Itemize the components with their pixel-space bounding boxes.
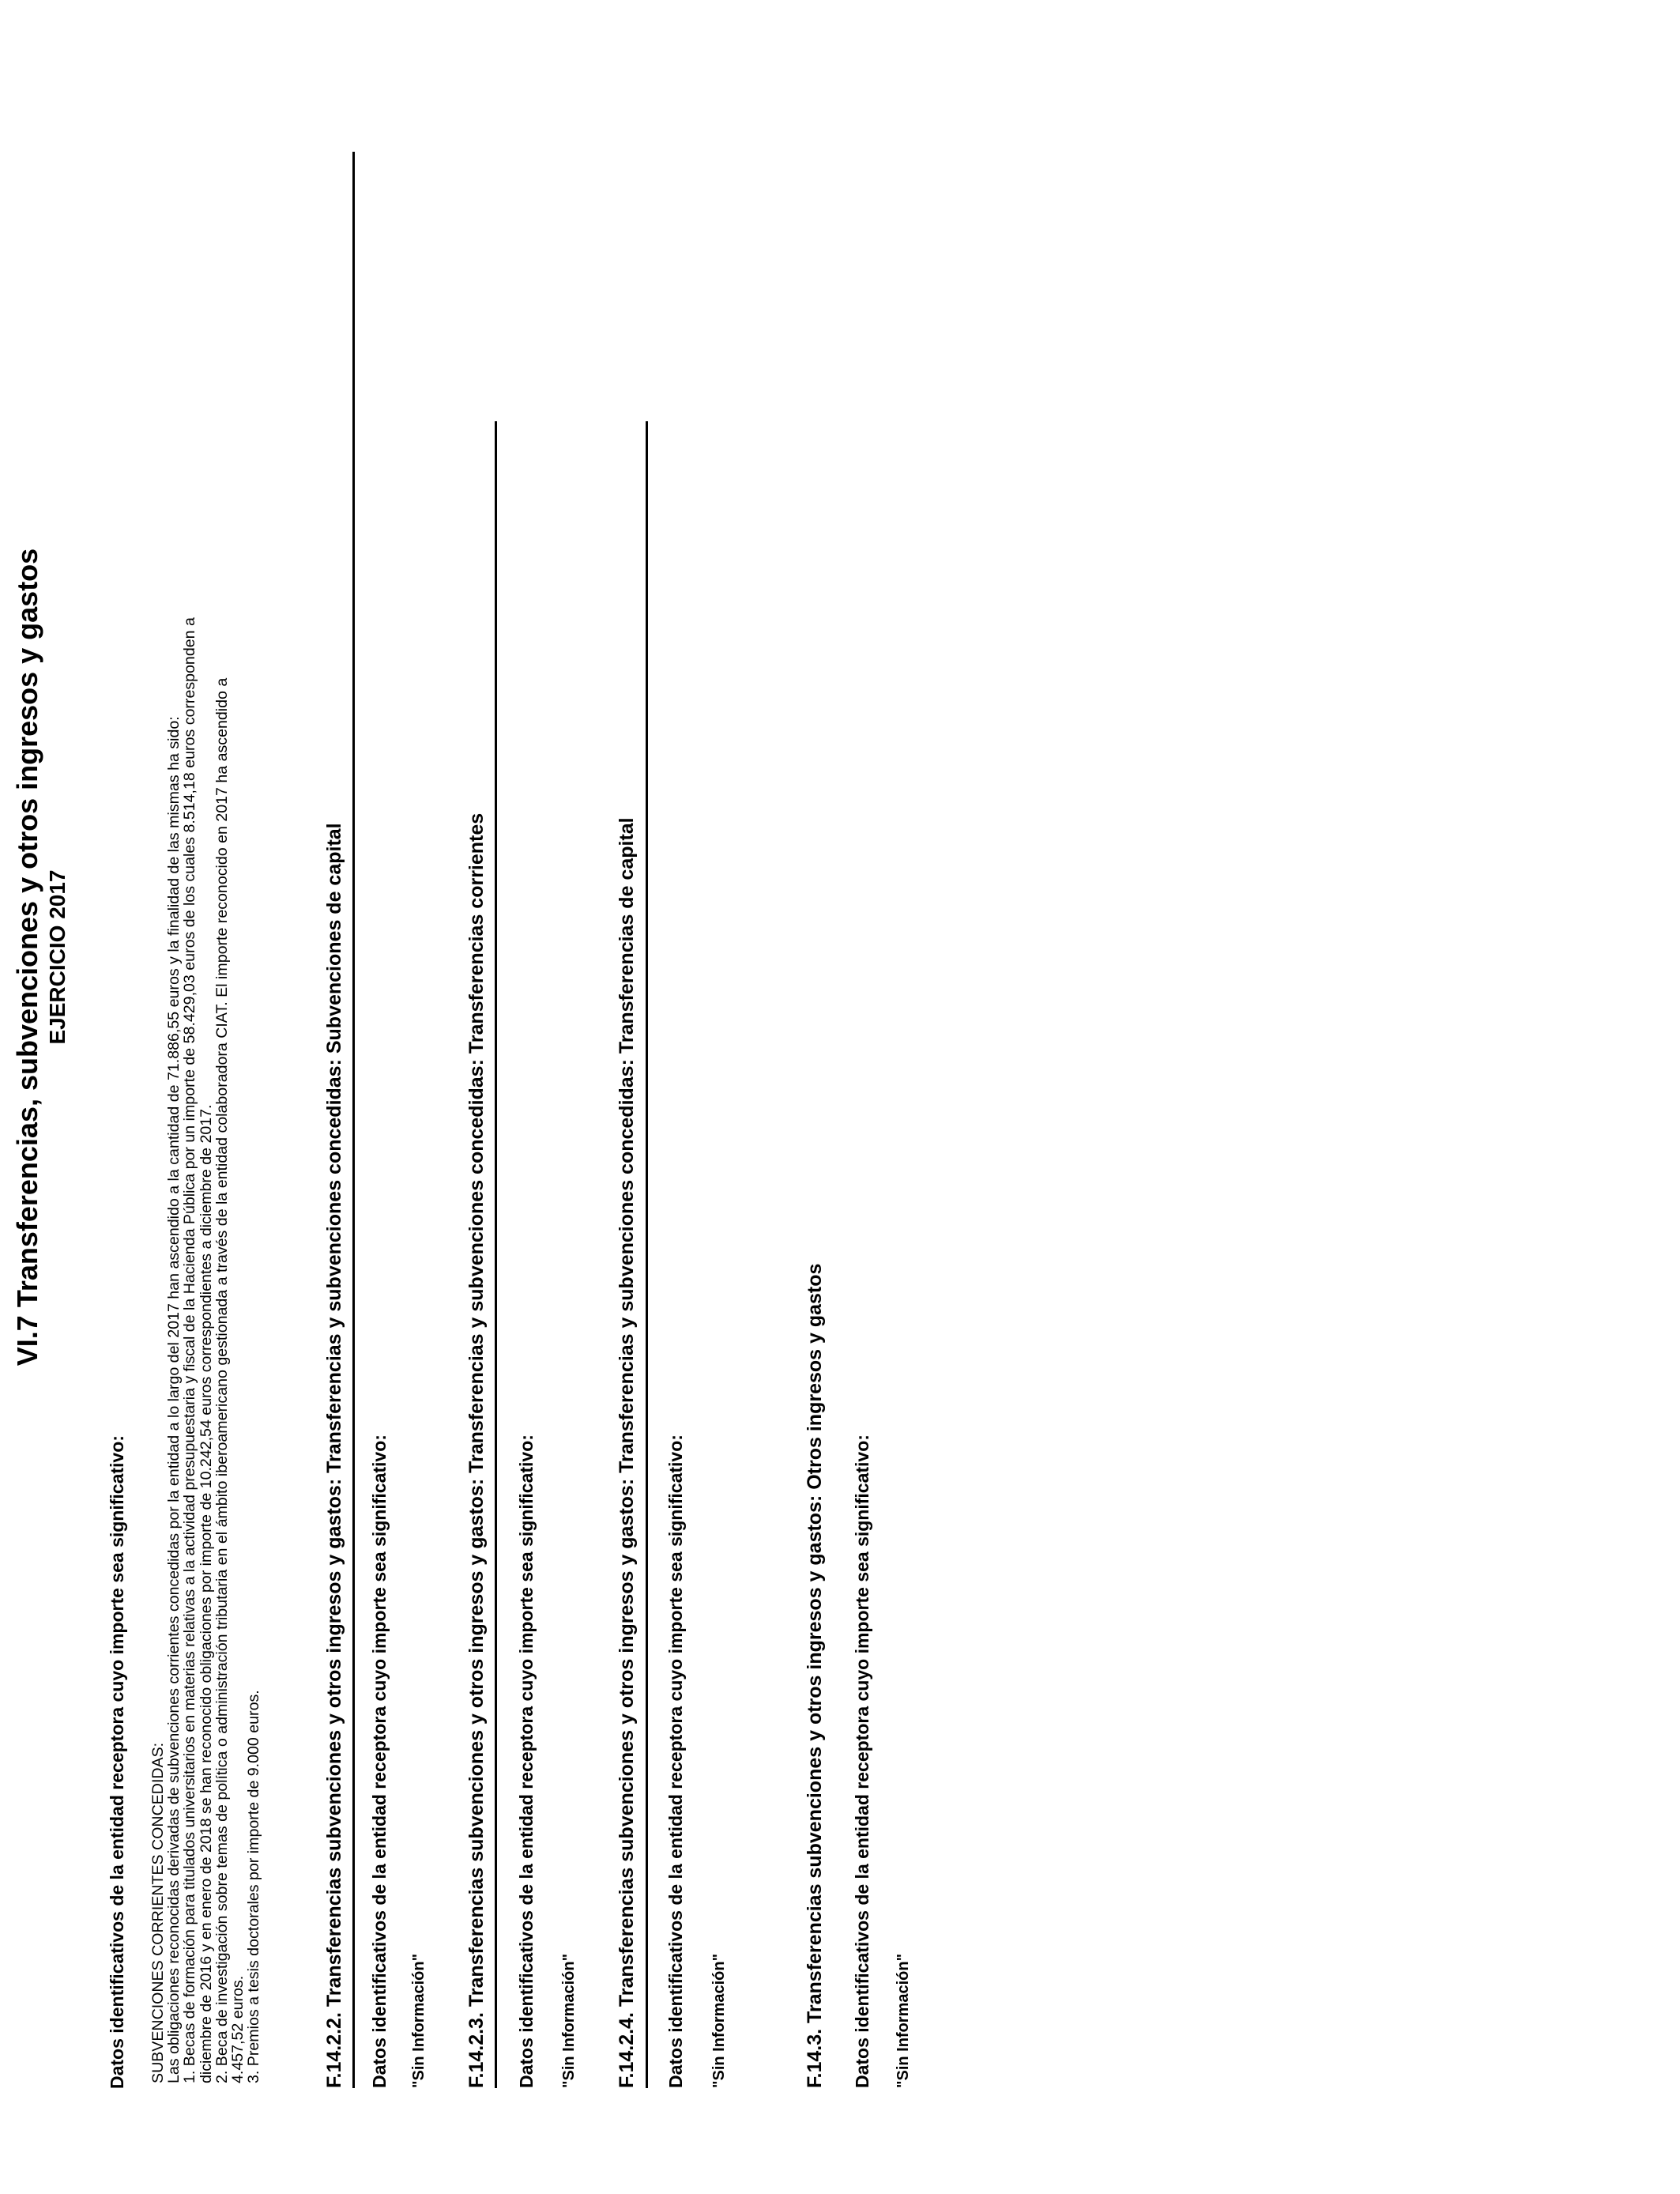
section-subheading: Datos identificativos de la entidad receptora cuyo importe sea significativo: [665, 1434, 686, 2088]
section-value: "Sin Información" [410, 1953, 428, 2088]
section-divider [495, 421, 497, 2088]
section-divider [352, 152, 355, 2088]
body-line: diciembre de 2016 y en enero de 2018 se han reconocido obligaciones por importe de 10.242,54 euros correspondientes a diciembre de 2017. [197, 1104, 215, 2083]
section-value: "Sin Información" [895, 1953, 912, 2088]
page-title: VI.7 Transferencias, subvenciones y otros ingresos y gastos [11, 548, 43, 1367]
section-heading-f14-2-4: F.14.2.4. Transferencias subvenciones y otros ingresos y gastos: Transferencias y subvenciones concedidas: Transferencias de capital [616, 817, 638, 2088]
section-value: "Sin Información" [710, 1953, 728, 2088]
page-subtitle: EJERCICIO 2017 [45, 869, 70, 1045]
section-divider [646, 421, 648, 2088]
section-heading-f14-3: F.14.3. Transferencias subvenciones y otros ingresos y gastos: Otros ingresos y gastos [804, 1263, 826, 2088]
body-line: Las obligaciones reconocidas derivadas de subvenciones corrientes concedidas por la entidad a lo largo del 2017 han ascendido a la cantidad de 71.886,55 euros y la finalidad de las mismas ha sido: [165, 716, 183, 2083]
body-line: 4.457,52 euros. [229, 1975, 247, 2083]
body-line: SUBVENCIONES CORRIENTES CONCEDIDAS: [149, 1742, 167, 2083]
body-line: 3. Premios a tesis doctorales por importe de 9.000 euros. [245, 1690, 263, 2083]
section-value: "Sin Información" [560, 1953, 578, 2088]
section-heading-f14-2-3: F.14.2.3. Transferencias subvenciones y otros ingresos y gastos: Transferencias y subvenciones concedidas: Transferencias corrientes [465, 812, 488, 2088]
body-line: 1. Becas de formación para titulados universitarios en materias relativas a la actividad presupuestaria y fiscal de la Hacienda Pública por un importe de 58.429,03 euros de los cuales 8.514,18 euros corresponden a [181, 617, 199, 2083]
section-subheading: Datos identificativos de la entidad receptora cuyo importe sea significativo: [369, 1434, 390, 2088]
intro-heading: Datos identificativos de la entidad receptora cuyo importe sea significativo: [107, 1435, 127, 2089]
body-text [150, 60, 262, 2083]
section-subheading: Datos identificativos de la entidad receptora cuyo importe sea significativo: [852, 1434, 872, 2088]
section-heading-f14-2-2: F.14.2.2. Transferencias subvenciones y otros ingresos y gastos: Transferencias y subvenciones concedidas: Subvenciones de capital [323, 823, 345, 2088]
body-line: 2. Beca de investigación sobre temas de política o administración tributaria en el ámbito iberoamericano gestionada a través de la entidad colaboradora CIAT. El importe reconocido en 2017 ha ascendido a [213, 677, 231, 2083]
section-subheading: Datos identificativos de la entidad receptora cuyo importe sea significativo: [516, 1434, 537, 2088]
